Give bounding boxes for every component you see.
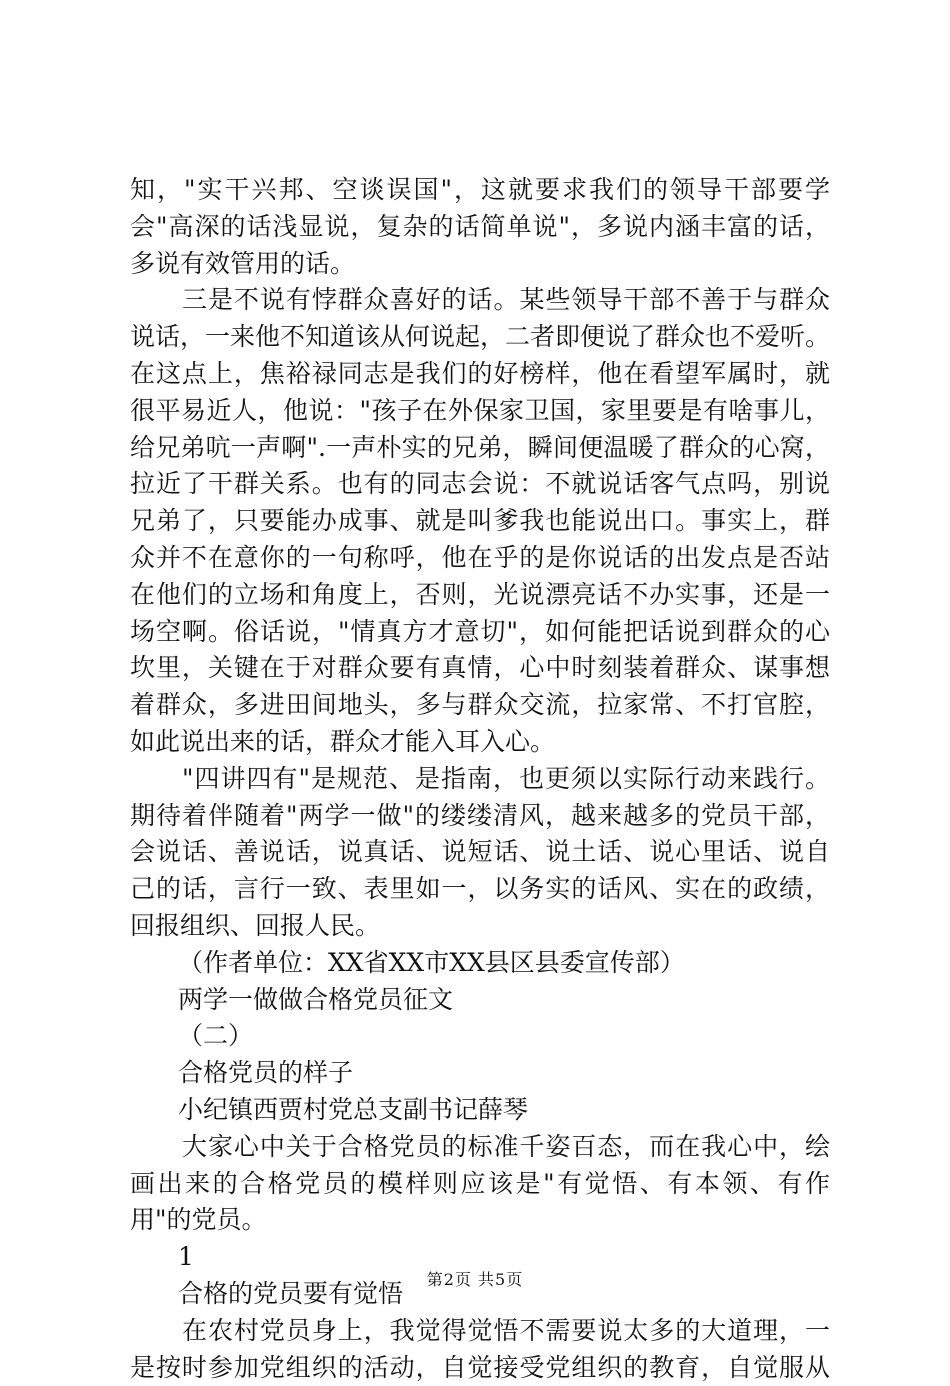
- text-line: 用"的党员。: [130, 1202, 830, 1239]
- text-line: 会"高深的话浅显说，复杂的话简单说"，多说内涵丰富的话，: [130, 209, 830, 246]
- text-line: 说话，一来他不知道该从何说起，二者即便说了群众也不爱听。: [130, 319, 830, 356]
- text-line: 己的话，言行一致、表里如一，以务实的话风、实在的政绩，: [130, 871, 830, 908]
- text-line: 着群众，多进田间地头，多与群众交流，拉家常、不打官腔，: [130, 687, 830, 724]
- paragraph-start-line: 三是不说有悖群众喜好的话。某些领导干部不善于与群众: [130, 282, 830, 319]
- text-line: 如此说出来的话，群众才能入耳入心。: [130, 724, 830, 761]
- paragraph-start-line: 在农村党员身上，我觉得觉悟不需要说太多的大道理，一: [130, 1313, 830, 1350]
- text-line: 会说话、善说话，说真话、说短话、说土话、说心里话、说自: [130, 834, 830, 871]
- paragraph-start-line: 大家心中关于合格党员的标准千姿百态，而在我心中，绘: [130, 1129, 830, 1166]
- article-title: 合格党员的样子: [130, 1055, 830, 1092]
- article-author: 小纪镇西贾村党总支副书记薛琴: [130, 1092, 830, 1129]
- subsection-number: 1: [130, 1239, 830, 1276]
- text-line: 期待着伴随着"两学一做"的缕缕清风，越来越多的党员干部，: [130, 798, 830, 835]
- text-line: 知，"实干兴邦、空谈误国"，这就要求我们的领导干部要学: [130, 172, 830, 209]
- author-affiliation: （作者单位：XX省XX市XX县区县委宣传部）: [130, 945, 830, 982]
- text-line: 坎里，关键在于对群众要有真情，心中时刻装着群众、谋事想: [130, 650, 830, 687]
- document-body: [130, 172, 830, 1386]
- paragraph-start-line: "四讲四有"是规范、是指南，也更须以实际行动来践行。: [130, 761, 830, 798]
- text-line: 拉近了干群关系。也有的同志会说：不就说话客气点吗，别说: [130, 466, 830, 503]
- page-number-footer: 第2页 共5页: [0, 1267, 950, 1290]
- text-line: 兄弟了，只要能办成事、就是叫爹我也能说出口。事实上，群: [130, 503, 830, 540]
- text-line: 多说有效管用的话。: [130, 246, 830, 283]
- subsection-heading: 合格的党员要有觉悟: [130, 1276, 830, 1313]
- text-line: 给兄弟吭一声啊".一声朴实的兄弟，瞬间便温暖了群众的心窝，: [130, 430, 830, 467]
- text-line: 场空啊。俗话说，"情真方才意切"，如何能把话说到群众的心: [130, 614, 830, 651]
- section-number: （二）: [130, 1018, 830, 1055]
- text-line: 众并不在意你的一句称呼，他在乎的是你说话的出发点是否站: [130, 540, 830, 577]
- text-line: 很平易近人，他说："孩子在外保家卫国，家里要是有啥事儿，: [130, 393, 830, 430]
- essay-collection-title: 两学一做做合格党员征文: [130, 982, 830, 1019]
- text-line: 在他们的立场和角度上，否则，光说漂亮话不办实事，还是一: [130, 577, 830, 614]
- text-line: 是按时参加党组织的活动，自觉接受党组织的教育，自觉服从: [130, 1350, 830, 1386]
- text-line: 画出来的合格党员的模样则应该是"有觉悟、有本领、有作: [130, 1166, 830, 1203]
- text-line: 回报组织、回报人民。: [130, 908, 830, 945]
- text-line: 在这点上，焦裕禄同志是我们的好榜样，他在看望军属时，就: [130, 356, 830, 393]
